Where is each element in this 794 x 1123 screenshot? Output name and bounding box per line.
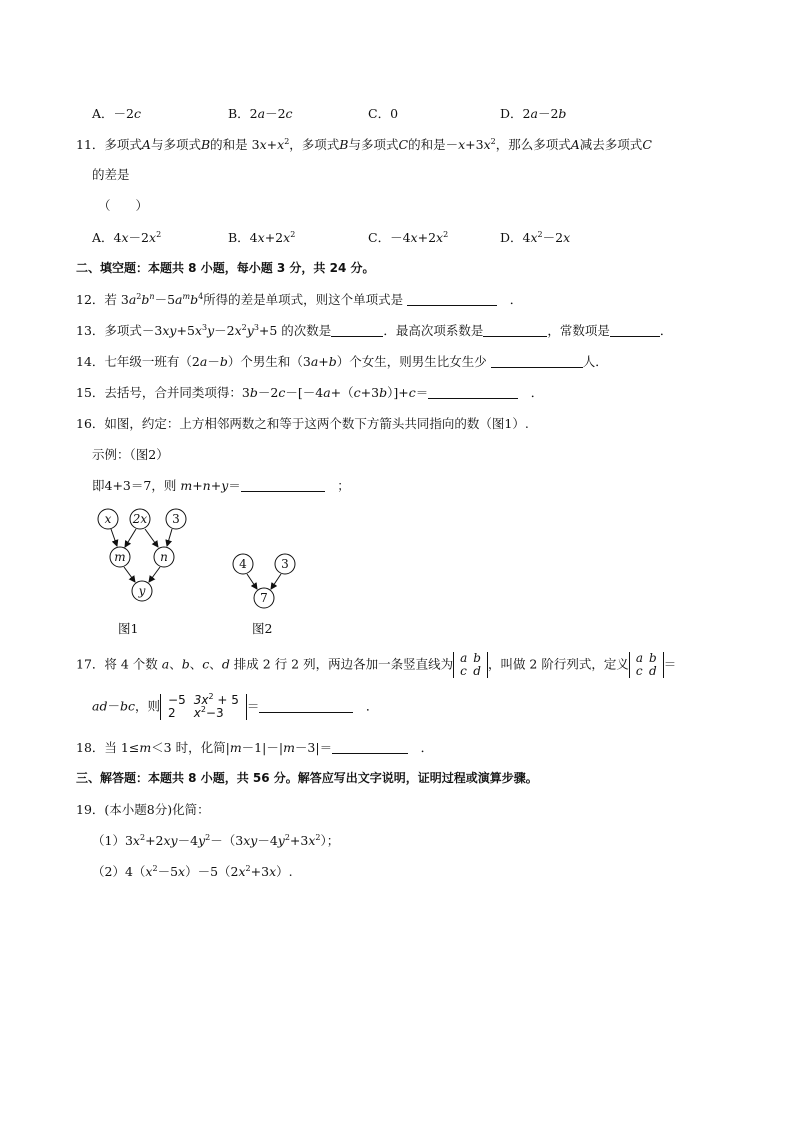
q10-option-a: A．－2c: [92, 106, 141, 121]
q10-option-b: B．2a－2c: [228, 106, 293, 121]
q17-line2: ad－bc，则 −5 $3x^2 + 5$ 2 $x^2-3$ ＝ ．: [92, 692, 379, 720]
fig2-node-4: 4: [239, 557, 247, 571]
q13-blank-degree[interactable]: [331, 325, 383, 337]
q16-blank[interactable]: [241, 480, 325, 492]
q18: 18．当 1≤m＜3 时，化简|m－1|－|m－3|＝ ．: [76, 740, 434, 755]
fig2-node-3: 3: [281, 557, 289, 571]
det-definition-2: a b c d: [629, 652, 664, 678]
q16-question: 即4+3＝7，则 m+n+y＝ ；: [92, 478, 350, 493]
q18-blank[interactable]: [332, 742, 408, 754]
q17-line1: 17．将 4 个数 a、b、c、d 排成 2 行 2 列，两边各加一条竖直线为 a b c d ，叫做 2 阶行列式，定义 a b c d ＝: [76, 651, 677, 678]
fig1-node-3: 3: [172, 512, 180, 526]
q13: 13．多项式$-3xy+5x^3y-2x^2y^3+5$ 的次数是 ．最高次项系数是 ，常数项是 ．: [76, 323, 673, 338]
q11-option-a: A．$4x-2x^2$: [92, 230, 162, 245]
q11-stem-cont: 的差是: [92, 167, 130, 182]
q11-option-d: D．$4x^2-2x$: [500, 230, 571, 245]
fig1-node-2x: 2x: [132, 512, 148, 526]
q14-blank[interactable]: [491, 356, 583, 368]
q12: 12．若 $3a^2b^n-5a^mb^4$所得的差是单项式，则这个单项式是 ．: [76, 292, 523, 307]
q12-blank[interactable]: [407, 294, 497, 306]
section-3-heading: 三、解答题：本题共 8 小题，共 56 分。解答应写出文字说明，证明过程或演算步骤。: [76, 771, 538, 785]
section-2-heading: 二、填空题：本题共 8 小题，每小题 3 分，共 24 分。: [76, 261, 375, 275]
q10-option-d: D．2a－2b: [500, 106, 567, 121]
q11-stem: 11．多项式A与多项式B的和是 $3x+x^2$，多项式B与多项式C的和是$-x+3x^2$，那么多项式A减去多项式C: [76, 137, 652, 152]
q17-blank[interactable]: [259, 701, 353, 713]
fig1-node-x: x: [104, 512, 112, 526]
q19-part2: $(2)4(x^2-5x)-5(2x^2+3x)$.: [92, 864, 293, 879]
fig1-caption: 图1: [118, 621, 139, 636]
fig1-node-y: y: [138, 584, 146, 598]
q15-blank[interactable]: [428, 387, 518, 399]
fig2-node-7: 7: [260, 591, 268, 605]
q11-option-b: B．$4x+2x^2$: [228, 230, 296, 245]
det-definition-1: a b c d: [453, 652, 488, 678]
fig1-node-n: n: [160, 550, 168, 564]
q19-head: 19．(本小题8分)化简：: [76, 802, 210, 817]
q13-blank-const[interactable]: [610, 325, 660, 337]
det-question: −5 $3x^2 + 5$ 2 $x^2-3$: [160, 694, 247, 720]
fig1-node-m: m: [114, 550, 126, 564]
q19-part1: $(1)3x^2+2xy-4y^2-(3xy-4y^2+3x^2)$；: [92, 833, 340, 848]
q13-blank-coef[interactable]: [483, 325, 547, 337]
q16-example: 示例：（图2）: [92, 447, 169, 462]
q14: 14．七年级一班有（2a－b）个男生和（3a+b）个女生，则男生比女生少 人．: [76, 354, 608, 369]
q11-option-c: C．$-4x+2x^2$: [368, 230, 449, 245]
q16-q-part1: 即4+3＝7，则: [92, 478, 177, 493]
q15: 15．去括号，合并同类项得：3b－2c－[－4a+（c+3b）]+c＝ ．: [76, 385, 544, 400]
q10-option-c: C．0: [368, 106, 399, 121]
q16-figure: [90, 505, 310, 640]
q16-stem: 16．如图，约定：上方相邻两数之和等于这两个数下方箭头共同指向的数（图1）.: [76, 416, 529, 431]
q11-answer-paren: （ ）: [98, 198, 149, 213]
fig2-caption: 图2: [252, 621, 273, 636]
